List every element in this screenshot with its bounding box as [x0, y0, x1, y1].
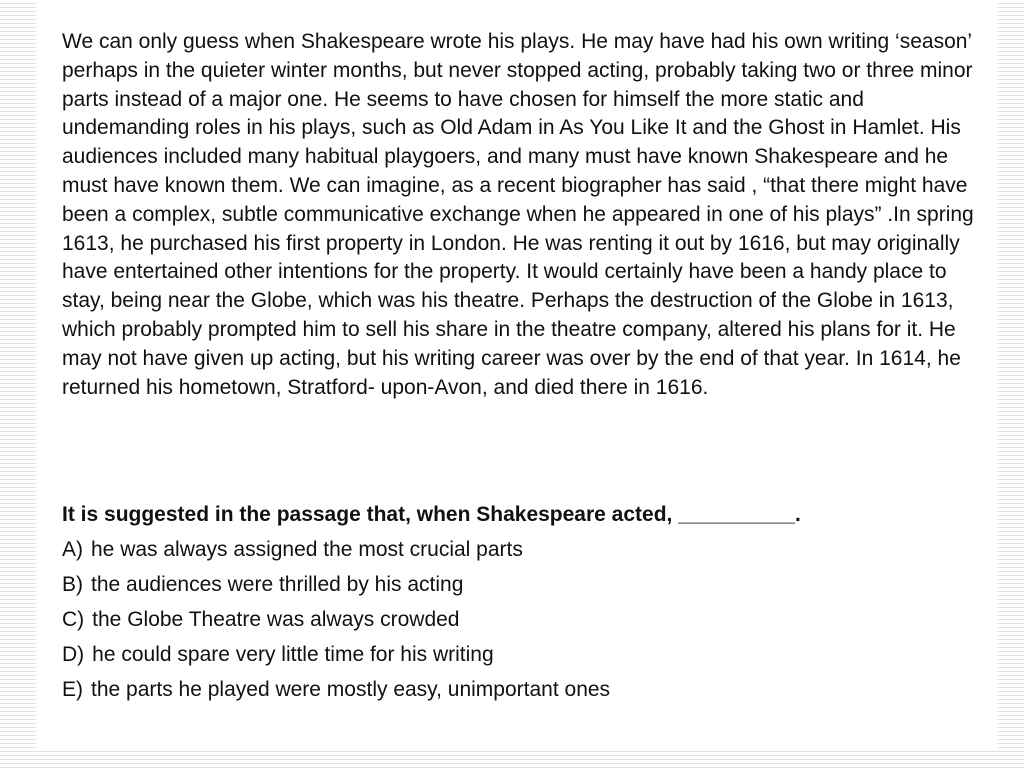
option-letter: C): [62, 608, 85, 631]
question-prompt: It is suggested in the passage that, when Shakespeare acted, __________.: [62, 503, 801, 526]
option-text: he was always assigned the most crucial parts: [91, 538, 523, 561]
option-text: the parts he played were mostly easy, unimportant ones: [91, 678, 611, 701]
option-letter: A): [62, 538, 83, 561]
answer-options: [62, 535, 610, 710]
option-c: [62, 605, 610, 640]
option-letter: D): [62, 643, 85, 666]
option-letter: B): [62, 573, 83, 596]
slide-panel: [36, 0, 998, 748]
option-d: [62, 640, 610, 675]
option-text: the audiences were thrilled by his acting: [91, 573, 464, 596]
option-text: he could spare very little time for his writing: [92, 643, 494, 666]
option-e: [62, 675, 610, 710]
reading-passage: We can only guess when Shakespeare wrote his plays. He may have had his own writing ‘season’ perhaps in the quieter winter months, but never stopped acting, probably taking two or three minor parts instead of a major one. He seems to have chosen for himself the more static and undemanding roles in his plays, such as Old Adam in As You Like It and the Ghost in Hamlet. His audiences included many habitual playgoers, and many must have known Shakespeare and he must have known them. We can imagine, as a recent biographer has said , “that there might have been a complex, subtle communicative exchange when he appeared in one of his plays” .In spring 1613, he purchased his first property in London. He was renting it out by 1616, but may originally have entertained other intentions for the property. It would certainly have been a handy place to stay, being near the Globe, which was his theatre. Perhaps the destruction of the Globe in 1613, which probably prompted him to sell his share in the theatre company, altered his plans for it. He may not have given up acting, but his writing career was over by the end of that year. In 1614, he returned his hometown, Stratford- upon-Avon, and died there in 1616.: [62, 30, 974, 399]
option-letter: E): [62, 678, 83, 701]
option-a: [62, 535, 610, 570]
option-text: the Globe Theatre was always crowded: [92, 608, 460, 631]
option-b: [62, 570, 610, 605]
